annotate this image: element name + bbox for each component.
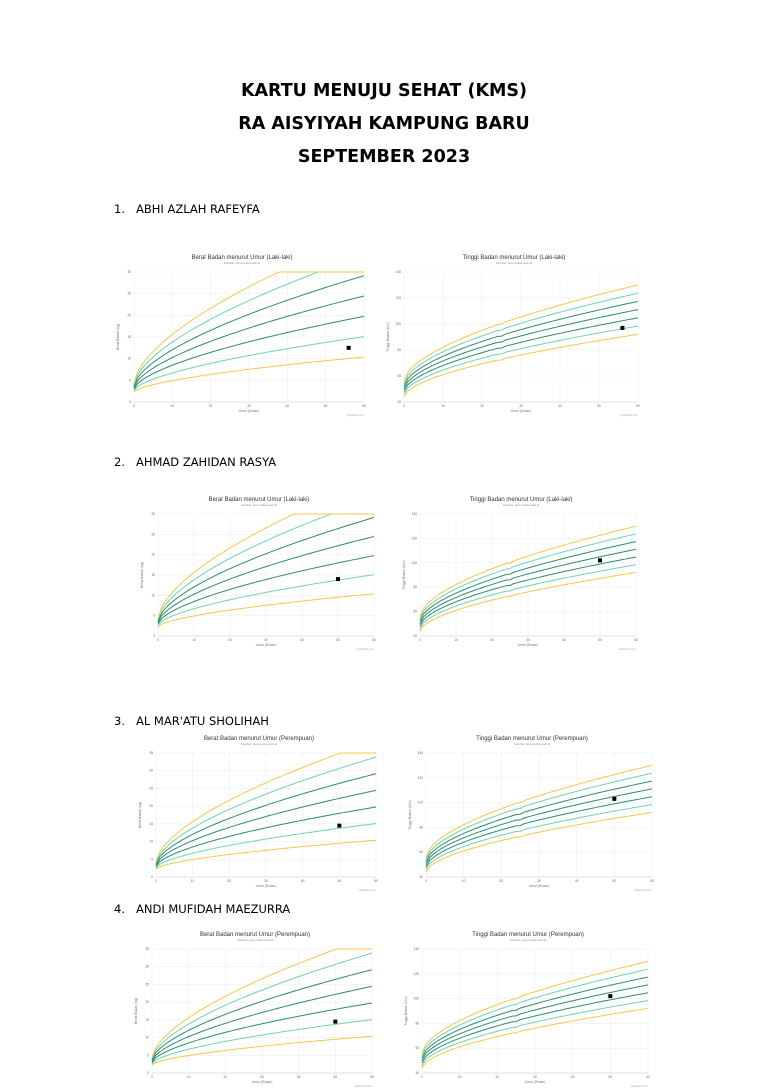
x-axis-label: Umur (Bulan) bbox=[255, 643, 277, 647]
chart-svg bbox=[398, 492, 644, 652]
child-heading-4 bbox=[114, 902, 290, 916]
chart-title: Berat Badan menurut Umur (Laki-laki) bbox=[208, 497, 310, 503]
child-number: 3. bbox=[114, 714, 125, 728]
x-tick-label: 60 bbox=[646, 1075, 650, 1079]
y-axis-label: Tinggi Badan (Cm) bbox=[386, 322, 390, 352]
x-tick-label: 20 bbox=[490, 638, 494, 642]
chart-svg bbox=[136, 492, 382, 652]
x-tick-label: 50 bbox=[608, 1075, 613, 1079]
chart-title: Berat Badan menurut Umur (Laki-laki) bbox=[191, 255, 293, 261]
x-tick-label: 30 bbox=[533, 1075, 537, 1079]
x-tick-label: 60 bbox=[634, 638, 638, 642]
y-axis-label: Tinggi Badan (Cm) bbox=[404, 996, 408, 1026]
y-tick-label: 80 bbox=[413, 585, 417, 590]
x-tick-label: 20 bbox=[208, 404, 213, 408]
x-tick-label: 30 bbox=[526, 638, 530, 642]
x-axis-label: Umur (Bulan) bbox=[524, 1080, 546, 1084]
x-tick-label: 0 bbox=[425, 879, 427, 883]
child-name: ANDI MUFIDAH MAEZURRA bbox=[136, 902, 291, 916]
y-tick-label: 20 bbox=[145, 1000, 149, 1005]
x-axis-label: Umur (Bulan) bbox=[251, 1080, 273, 1084]
measurement-point bbox=[337, 824, 341, 828]
x-axis-label: Umur (Bulan) bbox=[510, 409, 532, 413]
chart-svg bbox=[130, 927, 380, 1089]
y-tick-label: 30 bbox=[127, 270, 131, 274]
y-axis-label: Tinggi Badan (Cm) bbox=[408, 800, 412, 830]
y-tick-label: 40 bbox=[413, 634, 417, 638]
x-tick-label: 50 bbox=[323, 404, 328, 408]
y-tick-label: 30 bbox=[151, 512, 155, 516]
height-chart-2 bbox=[398, 492, 644, 652]
x-tick-label: 10 bbox=[192, 638, 196, 642]
x-tick-label: 40 bbox=[285, 404, 290, 408]
child-name: AL MAR'ATU SHOLIHAH bbox=[136, 714, 269, 728]
weight-chart-4 bbox=[130, 927, 380, 1089]
y-tick-label: 10 bbox=[149, 839, 153, 844]
x-tick-label: 0 bbox=[155, 879, 157, 883]
chart-title: Berat Badan menurut Umur (Perempuan) bbox=[199, 932, 311, 938]
y-tick-label: 15 bbox=[127, 335, 131, 339]
x-tick-label: 40 bbox=[300, 638, 304, 642]
x-tick-label: 50 bbox=[333, 1075, 338, 1079]
x-tick-label: 10 bbox=[170, 404, 175, 408]
x-axis-label: Umur (Bulan) bbox=[528, 884, 550, 888]
measurement-point bbox=[608, 994, 612, 998]
y-tick-label: 20 bbox=[151, 552, 155, 557]
measurement-point bbox=[598, 558, 602, 562]
chart-credit: highcharts.com bbox=[630, 1085, 648, 1088]
chart-title: Tinggi Badan menurut Umur (Perempuan) bbox=[472, 932, 584, 938]
x-tick-label: 0 bbox=[151, 1075, 153, 1079]
chart-subtitle: Sumber: kms-online.web.id bbox=[509, 938, 547, 942]
y-tick-label: 25 bbox=[151, 532, 155, 537]
measurement-point bbox=[336, 577, 340, 581]
weight-chart-2 bbox=[136, 492, 382, 652]
x-tick-label: 50 bbox=[597, 404, 601, 408]
y-tick-label: 100 bbox=[395, 322, 401, 326]
x-tick-label: 30 bbox=[260, 1075, 264, 1079]
y-tick-label: 0 bbox=[151, 875, 153, 879]
weight-chart-1 bbox=[112, 250, 372, 418]
x-tick-label: 50 bbox=[337, 879, 342, 883]
x-tick-label: 30 bbox=[264, 638, 268, 642]
measurement-point bbox=[333, 1020, 337, 1024]
chart-title: Tinggi Badan menurut Umur (Laki-laki) bbox=[462, 255, 566, 261]
title-line-3: SEPTEMBER 2023 bbox=[297, 147, 471, 167]
y-tick-label: 120 bbox=[413, 971, 419, 976]
chart-svg bbox=[400, 927, 656, 1089]
x-tick-label: 0 bbox=[157, 638, 159, 642]
x-tick-label: 40 bbox=[300, 879, 305, 883]
y-tick-label: 15 bbox=[149, 821, 153, 826]
x-tick-label: 0 bbox=[133, 404, 135, 408]
child-number: 2. bbox=[114, 455, 125, 469]
y-tick-label: 140 bbox=[417, 751, 423, 755]
x-tick-label: 50 bbox=[336, 638, 340, 642]
x-tick-label: 50 bbox=[612, 879, 617, 883]
x-tick-label: 10 bbox=[186, 1075, 191, 1079]
y-tick-label: 140 bbox=[411, 512, 417, 516]
y-tick-label: 40 bbox=[397, 400, 401, 404]
child-name: AHMAD ZAHIDAN RASYA bbox=[136, 455, 277, 469]
x-tick-label: 20 bbox=[499, 879, 504, 883]
chart-subtitle: Sumber: kms-online.web.id bbox=[502, 503, 540, 507]
y-tick-label: 80 bbox=[415, 1021, 419, 1026]
x-tick-label: 30 bbox=[519, 404, 523, 408]
y-tick-label: 30 bbox=[145, 964, 149, 969]
y-tick-label: 15 bbox=[145, 1017, 149, 1022]
x-tick-label: 10 bbox=[454, 638, 458, 642]
y-tick-label: 10 bbox=[151, 593, 155, 598]
title-line-1: KARTU MENUJU SEHAT (KMS) bbox=[240, 81, 528, 101]
weight-chart-3 bbox=[134, 731, 384, 893]
chart-subtitle: Sumber: kms-online.web.id bbox=[495, 261, 533, 265]
y-axis-label: Berat Badan (kg) bbox=[134, 997, 138, 1025]
x-tick-label: 10 bbox=[461, 879, 466, 883]
y-tick-label: 140 bbox=[413, 947, 419, 951]
child-heading-1 bbox=[114, 202, 260, 216]
y-tick-label: 60 bbox=[415, 1046, 419, 1051]
chart-svg bbox=[112, 250, 372, 418]
y-tick-label: 100 bbox=[417, 800, 423, 805]
measurement-point bbox=[620, 326, 624, 330]
y-tick-label: 100 bbox=[411, 560, 417, 565]
y-tick-label: 5 bbox=[153, 613, 155, 618]
y-tick-label: 20 bbox=[149, 804, 153, 809]
chart-svg bbox=[382, 250, 646, 418]
x-tick-label: 10 bbox=[441, 404, 445, 408]
height-chart-4 bbox=[400, 927, 656, 1089]
x-tick-label: 0 bbox=[421, 1075, 423, 1079]
x-tick-label: 40 bbox=[558, 404, 562, 408]
y-tick-label: 5 bbox=[129, 378, 131, 383]
y-tick-label: 120 bbox=[417, 775, 423, 780]
y-tick-label: 15 bbox=[151, 573, 155, 577]
height-chart-3 bbox=[404, 731, 660, 893]
x-tick-label: 60 bbox=[362, 404, 366, 408]
y-tick-label: 25 bbox=[145, 982, 149, 987]
x-tick-label: 20 bbox=[228, 638, 232, 642]
chart-credit: highcharts.com bbox=[346, 414, 364, 417]
x-tick-label: 20 bbox=[227, 879, 232, 883]
y-tick-label: 80 bbox=[397, 348, 401, 352]
x-tick-label: 40 bbox=[562, 638, 566, 642]
child-heading-3 bbox=[114, 714, 269, 728]
title-line-2: RA AISYIYAH KAMPUNG BARU bbox=[238, 114, 530, 134]
x-axis-label: Umur (Bulan) bbox=[238, 409, 260, 413]
x-tick-label: 60 bbox=[372, 638, 376, 642]
y-axis-label: Berat Badan (kg) bbox=[116, 323, 120, 351]
chart-subtitle: Sumber: kms-online.web.id bbox=[236, 938, 274, 942]
measurement-point bbox=[347, 346, 351, 350]
chart-title: Tinggi Badan menurut Umur (Laki-laki) bbox=[469, 497, 573, 503]
chart-credit: highcharts.com bbox=[618, 648, 636, 651]
y-tick-label: 60 bbox=[413, 609, 417, 614]
y-tick-label: 25 bbox=[149, 786, 153, 791]
child-heading-2 bbox=[114, 455, 276, 469]
child-name: ABHI AZLAH RAFEYFA bbox=[136, 202, 260, 216]
y-tick-label: 120 bbox=[411, 536, 417, 541]
x-tick-label: 30 bbox=[247, 404, 251, 408]
chart-credit: highcharts.com bbox=[620, 414, 638, 417]
x-tick-label: 40 bbox=[296, 1075, 301, 1079]
x-tick-label: 0 bbox=[403, 404, 405, 408]
x-tick-label: 50 bbox=[598, 638, 602, 642]
y-tick-label: 0 bbox=[153, 634, 155, 638]
y-tick-label: 40 bbox=[415, 1071, 419, 1075]
y-tick-label: 0 bbox=[147, 1071, 149, 1075]
chart-title: Tinggi Badan menurut Umur (Perempuan) bbox=[476, 736, 588, 742]
chart-credit: highcharts.com bbox=[358, 889, 376, 892]
y-tick-label: 140 bbox=[395, 270, 401, 274]
y-tick-label: 40 bbox=[419, 875, 423, 879]
x-axis-label: Umur (Bulan) bbox=[517, 643, 539, 647]
chart-credit: highcharts.com bbox=[356, 648, 374, 651]
chart-subtitle: Sumber: kms-online.web.id bbox=[223, 261, 261, 265]
x-tick-label: 40 bbox=[574, 879, 579, 883]
x-tick-label: 60 bbox=[650, 879, 654, 883]
y-tick-label: 30 bbox=[149, 768, 153, 773]
y-tick-label: 5 bbox=[151, 857, 153, 862]
x-tick-label: 60 bbox=[636, 404, 640, 408]
x-tick-label: 0 bbox=[419, 638, 421, 642]
y-tick-label: 120 bbox=[395, 296, 401, 300]
y-tick-label: 0 bbox=[129, 400, 131, 404]
x-tick-label: 20 bbox=[223, 1075, 228, 1079]
chart-credit: highcharts.com bbox=[634, 889, 652, 892]
child-number: 1. bbox=[114, 202, 125, 216]
document-title bbox=[0, 78, 768, 177]
chart-svg bbox=[404, 731, 660, 893]
chart-subtitle: Sumber: kms-online.web.id bbox=[240, 742, 278, 746]
x-tick-label: 30 bbox=[264, 879, 268, 883]
x-tick-label: 40 bbox=[570, 1075, 575, 1079]
measurement-point bbox=[612, 797, 616, 801]
chart-subtitle: Sumber: kms-online.web.id bbox=[240, 503, 278, 507]
x-tick-label: 20 bbox=[480, 404, 484, 408]
y-tick-label: 10 bbox=[127, 356, 131, 361]
chart-svg bbox=[134, 731, 384, 893]
x-tick-label: 60 bbox=[374, 879, 378, 883]
y-axis-label: Berat Badan (kg) bbox=[138, 801, 142, 829]
y-tick-label: 35 bbox=[145, 947, 149, 951]
y-tick-label: 60 bbox=[397, 374, 401, 378]
y-tick-label: 60 bbox=[419, 850, 423, 855]
y-tick-label: 10 bbox=[145, 1035, 149, 1040]
x-axis-label: Umur (Bulan) bbox=[255, 884, 277, 888]
height-chart-1 bbox=[382, 250, 646, 418]
y-axis-label: Berat Badan (kg) bbox=[140, 561, 144, 589]
y-tick-label: 25 bbox=[127, 291, 131, 296]
y-tick-label: 80 bbox=[419, 825, 423, 830]
x-tick-label: 30 bbox=[537, 879, 541, 883]
x-tick-label: 20 bbox=[495, 1075, 500, 1079]
chart-credit: highcharts.com bbox=[354, 1085, 372, 1088]
y-tick-label: 35 bbox=[149, 751, 153, 755]
child-number: 4. bbox=[114, 902, 125, 916]
x-tick-label: 10 bbox=[457, 1075, 462, 1079]
y-axis-label: Tinggi Badan (Cm) bbox=[402, 560, 406, 590]
chart-title: Berat Badan menurut Umur (Perempuan) bbox=[203, 736, 315, 742]
x-tick-label: 10 bbox=[190, 879, 195, 883]
y-tick-label: 100 bbox=[413, 996, 419, 1001]
chart-subtitle: Sumber: kms-online.web.id bbox=[513, 742, 551, 746]
y-tick-label: 5 bbox=[147, 1053, 149, 1058]
x-tick-label: 60 bbox=[370, 1075, 374, 1079]
y-tick-label: 20 bbox=[127, 313, 131, 318]
